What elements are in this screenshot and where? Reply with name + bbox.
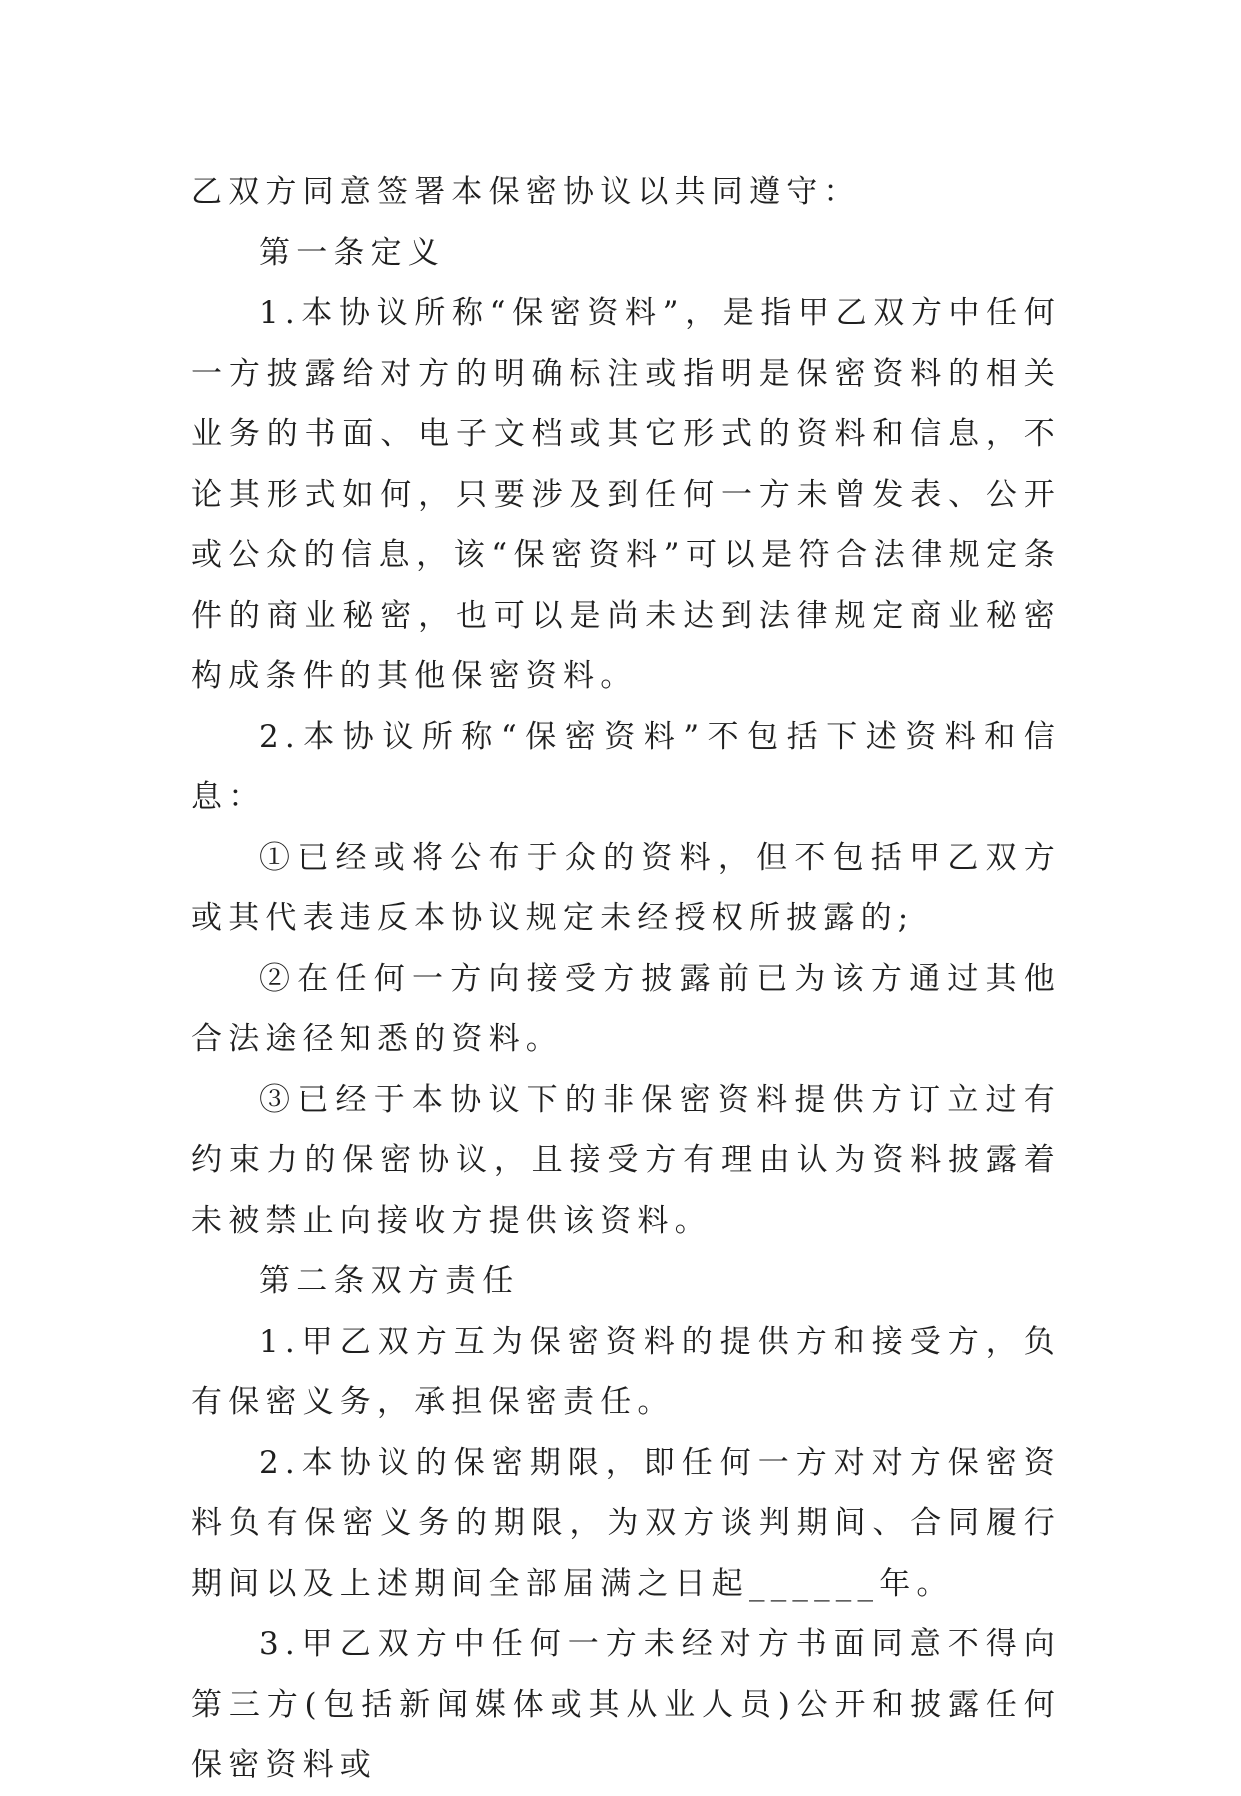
section-heading-responsibilities: 第二条双方责任 (259, 1263, 520, 1299)
paragraph-exclusion-2: ②在任何一方向接受方披露前已为该方通过其他合法途径知悉的资料。 (191, 960, 1061, 1057)
paragraph-definition-1: 1.本协议所称“保密资料”，是指甲乙双方中任何一方披露给对方的明确标注或指明是保密资料的相关业务的书面、电子文档或其它形式的资料和信息，不论其形式如何，只要涉及到任何一方未曾发表、公开或公众的信息，该“保密资料”可以是符合法律规定条件的商业秘密，也可以是尚未达到法律规定商业秘密构成条件的其他保密资料。 (191, 295, 1061, 694)
section-heading-definition: 第一条定义 (259, 234, 445, 271)
paragraph-exclusion-1: ①已经或将公布于众的资料，但不包括甲乙双方或其代表违反本协议规定未经授权所披露的; (191, 839, 1061, 936)
paragraph-responsibility-3: 3.甲乙双方中任何一方未经对方书面同意不得向第三方(包括新闻媒体或其从业人员)公开和披露任何保密资料或 (191, 1626, 1061, 1783)
paragraph-intro: 乙双方同意签署本保密协议以共同遵守： (191, 174, 861, 210)
paragraph-exclusion-3: ③已经于本协议下的非保密资料提供方订立过有约束力的保密协议，且接受方有理由认为资料披露着未被禁止向接收方提供该资料。 (191, 1081, 1061, 1239)
paragraph-definition-2: 2.本协议所称“保密资料”不包括下述资料和信息： (191, 718, 1061, 815)
document-body (191, 162, 1061, 1796)
paragraph-responsibility-2: 2.本协议的保密期限，即任何一方对对方保密资料负有保密义务的期限，为双方谈判期间、合同履行期间以及上述期间全部届满之日起______年。 (191, 1444, 1061, 1602)
paragraph-responsibility-1: 1.甲乙双方互为保密资料的提供方和接受方，负有保密义务，承担保密责任。 (191, 1323, 1061, 1420)
